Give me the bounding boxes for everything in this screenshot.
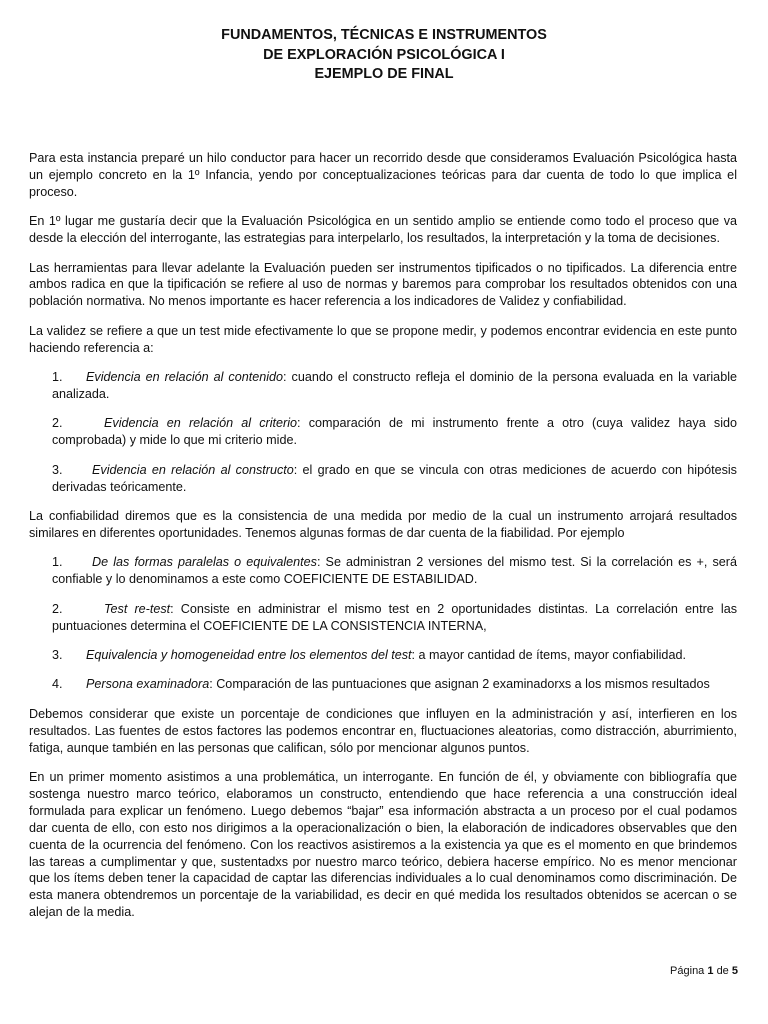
title-line-1: FUNDAMENTOS, TÉCNICAS E INSTRUMENTOS: [221, 27, 547, 43]
reliability-item: [52, 676, 737, 693]
item-term: Evidencia en relación al contenido: [86, 370, 284, 385]
page-current: 1: [707, 965, 714, 977]
paragraph-process: En un primer momento asistimos a una problemática, un interrogante. En función de él, y obviamente con bibliografía que sostenga nuestro marco teórico, elaboramos un constructo, entendiendo que hace referencia a una construcción ideal formulada para explicar un fenómeno. Luego debemos “bajar” esa información abstracta a un proceso por el cual podamos dar cuenta de ello, con esto nos dirigimos a la operacionalización o bien, la elaboración de indicadores observables que den cuenta de la ocurrencia del fenómeno. Con los reactivos asistiremos a la existencia ya que es el momento en que brindemos las tareas a cumplimentar y que, sustentadxs por nuestro marco teórico, debiera hacerse empírico. No es menor mencionar que los ítems deben tener la capacidad de captar las diferencias individuales a lo cual denominamos como discriminación. De esta manera obtendremos un porcentaje de la variabilidad, es decir en qué medida los resultados obtenidos se acercan o se alejan de la media.: [29, 769, 737, 920]
paragraph-error-sources: Debemos considerar que existe un porcentaje de condiciones que influyen en la administración y así, interfieren en los resultados. Las fuentes de estos factores las podemos encontrar en, fluctuaciones aleatorias, como distracción, aburrimiento, fatiga, aunque también en las personas que califican, sólo por mencionar algunos puntos.: [29, 706, 737, 755]
item-text: : Comparación de las puntuaciones que asignan 2 examinadorxs a los mismos resultados: [209, 677, 710, 692]
item-term: Evidencia en relación al criterio: [104, 416, 298, 431]
title-line-3: EJEMPLO DE FINAL: [314, 66, 454, 82]
item-term: Equivalencia y homogeneidad entre los elementos del test: [86, 647, 412, 662]
reliability-item: [52, 647, 737, 664]
item-term: Persona examinadora: [86, 677, 210, 692]
document-title: [0, 26, 768, 85]
item-number: 1.: [52, 370, 63, 385]
item-term: De las formas paralelas o equivalentes: [92, 555, 317, 570]
item-number: 3.: [52, 462, 63, 477]
item-text: : Se administran 2 versiones del mismo test. Si la correlación es +, será confiable y lo denominamos a este como COEFICIENTE DE ESTABILIDAD.: [52, 555, 737, 587]
reliability-item: [52, 601, 737, 635]
reliability-item: [52, 554, 737, 588]
page-footer: [670, 965, 738, 977]
item-term: Evidencia en relación al constructo: [92, 462, 294, 477]
item-number: 4.: [52, 677, 63, 692]
paragraph-evaluation-definition: En 1º lugar me gustaría decir que la Evaluación Psicológica en un sentido amplio se entiende como todo el proceso que va desde la elección del interrogante, las estrategias para interpelarlo, los resultados, la interpretación y la toma de decisiones.: [29, 214, 737, 246]
item-text: : el grado en que se vincula con otras mediciones de acuerdo con hipótesis derivadas teóricamente.: [52, 462, 737, 494]
paragraph-tools: Las herramientas para llevar adelante la Evaluación pueden ser instrumentos tipificados o no tipificados. La diferencia entre ambos radica en que la tipificación se refiere al uso de normas y baremos para comprobar los resultados obtenidos con una población normativa. No menos importante es hacer referencia a los indicadores de Validez y confiabilidad.: [29, 260, 737, 309]
item-text: : comparación de mi instrumento frente a otro (cuya validez haya sido comprobada) y mide lo que mi criterio mide.: [52, 416, 738, 448]
document-body: [29, 150, 737, 934]
item-number: 1.: [52, 555, 63, 570]
title-line-2: DE EXPLORACIÓN PSICOLÓGICA I: [263, 46, 505, 63]
page-of: de: [716, 965, 729, 977]
item-number: 3.: [52, 647, 63, 662]
validity-item: [52, 415, 737, 449]
validity-item: [52, 369, 737, 403]
item-text: : cuando el constructo refleja el dominio de la persona evaluada en la variable analizada.: [52, 370, 737, 401]
item-number: 2.: [52, 601, 63, 616]
page-total: 5: [731, 965, 738, 977]
paragraph-validity: La validez se refiere a que un test mide efectivamente lo que se propone medir, y podemos encontrar evidencia en este punto haciendo referencia a:: [29, 323, 737, 355]
paragraph-reliability: La confiabilidad diremos que es la consistencia de una medida por medio de la cual un instrumento arrojará resultados similares en diferentes oportunidades. Tenemos algunas formas de dar cuenta de la fiabilidad. Por ejemplo: [29, 509, 737, 540]
page-label: Página: [670, 965, 705, 977]
item-term: Test re-test: [104, 601, 171, 616]
item-text: : a mayor cantidad de ítems, mayor confiabilidad.: [411, 647, 686, 662]
paragraph-intro: Para esta instancia preparé un hilo conductor para hacer un recorrido desde que consideramos Evaluación Psicológica hasta un ejemplo concreto en la 1º Infancia, yendo por conceptualizaciones teóricas para dar cuenta de todo lo que implica el proceso.: [29, 151, 737, 199]
item-text: : Consiste en administrar el mismo test en 2 oportunidades distintas. La correlación entre las puntuaciones determina el COEFICIENTE DE LA CONSISTENCIA INTERNA,: [52, 601, 737, 633]
validity-item: [52, 462, 737, 496]
item-number: 2.: [52, 416, 63, 431]
